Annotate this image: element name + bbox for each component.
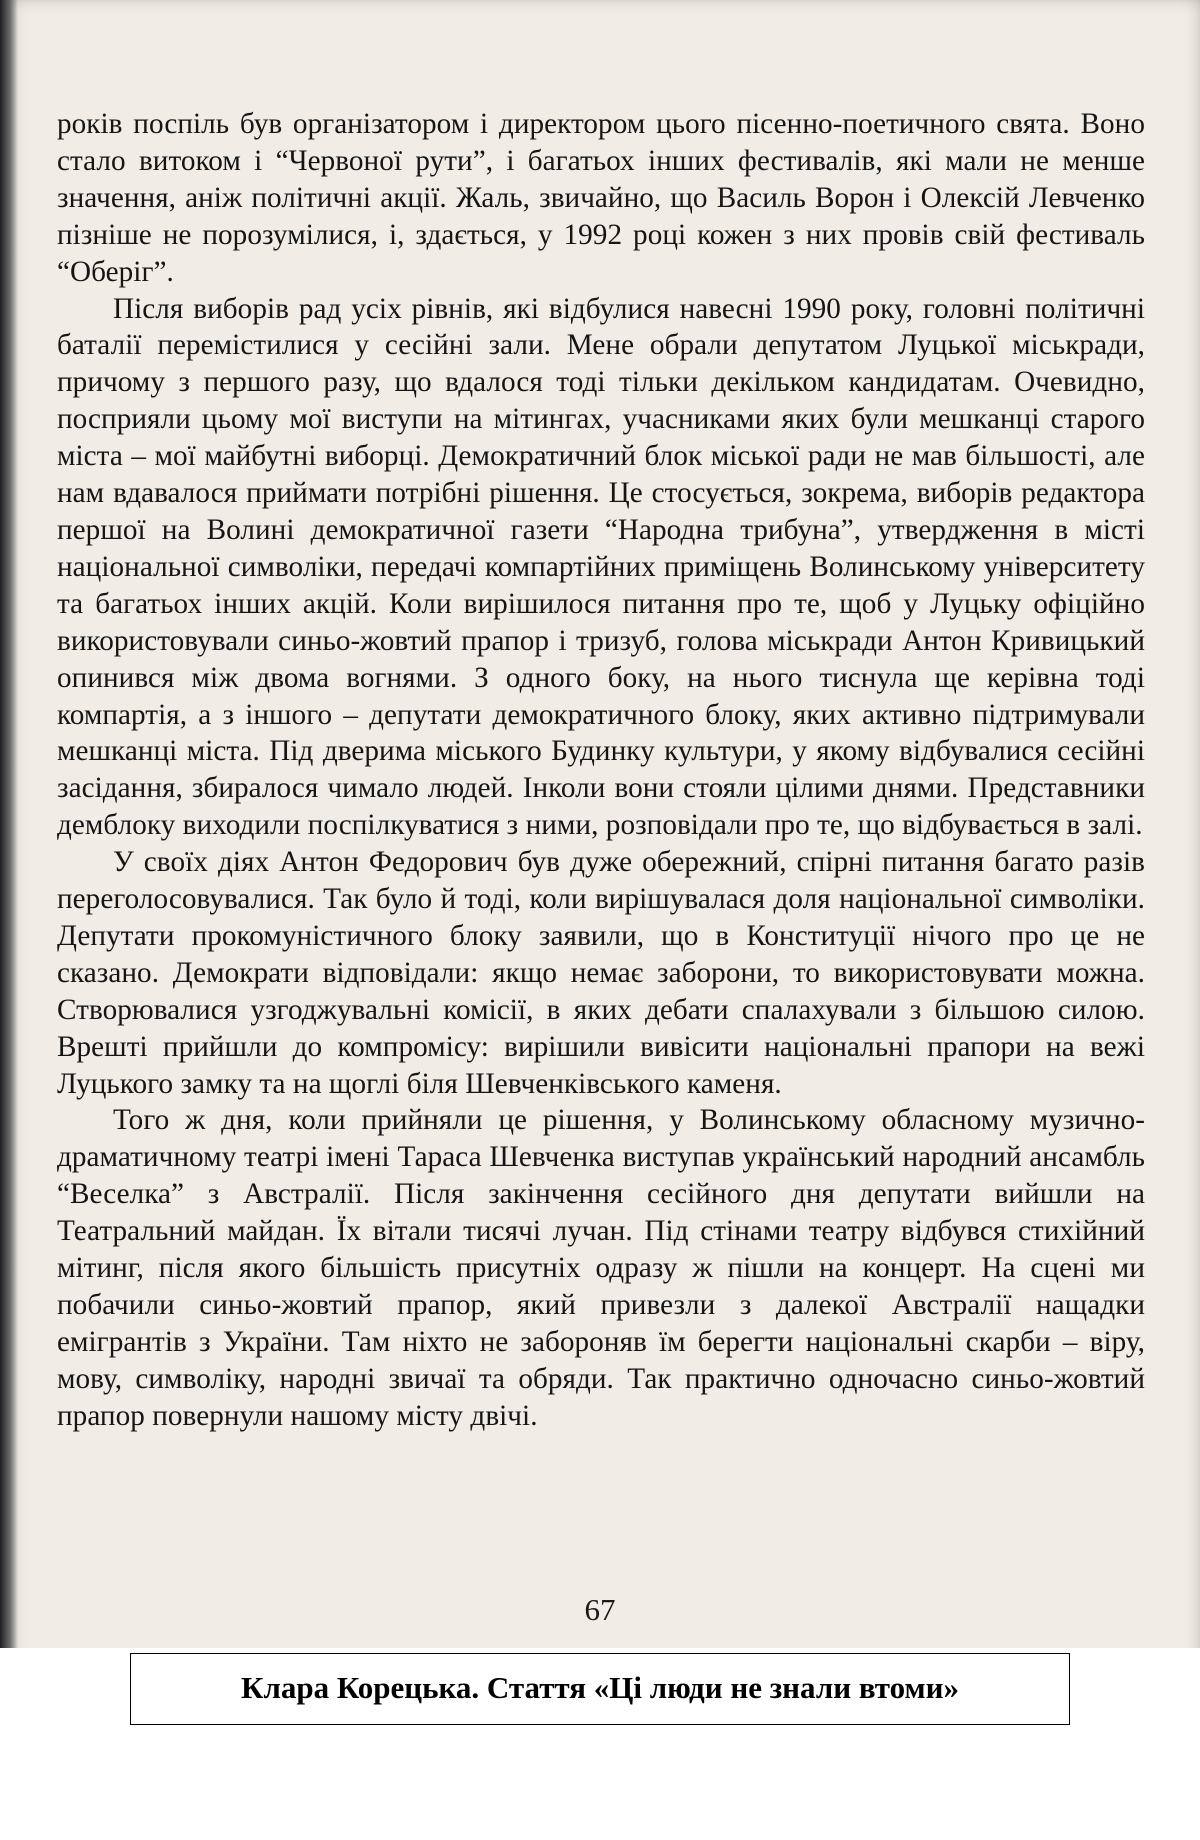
- paragraph-2: Після виборів рад усіх рівнів, які відбулися навесні 1990 року, головні політичні баталії перемістилися у сесійні зали. Мене обрали депутатом Луцької міськради, причому з першого разу, що вдалося тоді тільки декільком кандидатам. Очевидно, посприяли цьому мої виступи на мітингах, учасниками яких були мешканці старого міста – мої майбутні виборці. Демократичний блок міської ради не мав більшості, але нам вдавалося приймати потрібні рішення. Це стосується, зокрема, виборів редактора першої на Волині демократичної газети “Народна трибуна”, утвердження в місті національної символіки, передачі компартійних приміщень Волинському університету та багатьох інших акцій. Коли вирішилося питання про те, щоб у Луцьку офіційно використовували синьо-жовтий прапор і тризуб, голова міськради Антон Кривицький опинився між двома вогнями. З одного боку, на нього тиснула ще керівна тоді компартія, а з іншого – депутати демократичного блоку, яких активно підтримували мешканці міста. Під дверима міського Будинку культури, у якому відбувалися сесійні засідання, збиралося чимало людей. Інколи вони стояли цілими днями. Представники демблоку виходили поспілкуватися з ними, розповідали про те, що відбувається в залі.: [57, 292, 1145, 842]
- caption-title: Клара Корецька. Стаття «Ці люди не знали втоми»: [240, 1670, 959, 1705]
- paragraph-4: Того ж дня, коли прийняли це рішення, у Волинському обласному музично-драматичному театрі імені Тараса Шевченка виступав український народний ансамбль “Веселка” з Австралії. Після закінчення сесійного дня депутати вийшли на Театральний майдан. Їх вітали тисячі лучан. Під стінами театру відбувся стихійний мітинг, після якого більшість присутніх одразу ж пішли на концерт. На сцені ми побачили синьо-жовтий прапор, який привезли з далекої Австралії нащадки емігрантів з України. Там ніхто не забороняв їм берегти національні скарби – віру, мову, символіку, народні звичаї та обряди. Так практично одночасно синьо-жовтий прапор повернули нашому місту двічі.: [57, 1104, 1145, 1432]
- paragraph-1: років поспіль був організатором і директором цього пісенно-поетичного свята. Воно стало витоком і “Червоної рути”, і багатьох інших фестивалів, які мали не менше значення, аніж політичні акції. Жаль, звичайно, що Василь Ворон і Олексій Левченко пізніше не порозумілися, і, здається, у 1992 році кожен з них провів свій фестиваль “Оберіг”.: [57, 108, 1145, 288]
- page-number: 67: [584, 1592, 616, 1627]
- paragraph-3: У своїх діях Антон Федорович був дуже обережний, спірні питання багато разів переголосовувалися. Так було й тоді, коли вирішувалася доля національної символіки. Депутати прокомуністичного блоку заявили, що в Конституції нічого про це не сказано. Демократи відповідали: якщо немає заборони, то використовувати можна. Створювалися узгоджувальні комісії, в яких дебати спалахували з більшою силою. Врешті прийшли до компромісу: вирішили вивісити національні прапори на вежі Луцького замку та на щоглі біля Шевченківського каменя.: [57, 846, 1145, 1100]
- article-body: [57, 106, 1145, 1435]
